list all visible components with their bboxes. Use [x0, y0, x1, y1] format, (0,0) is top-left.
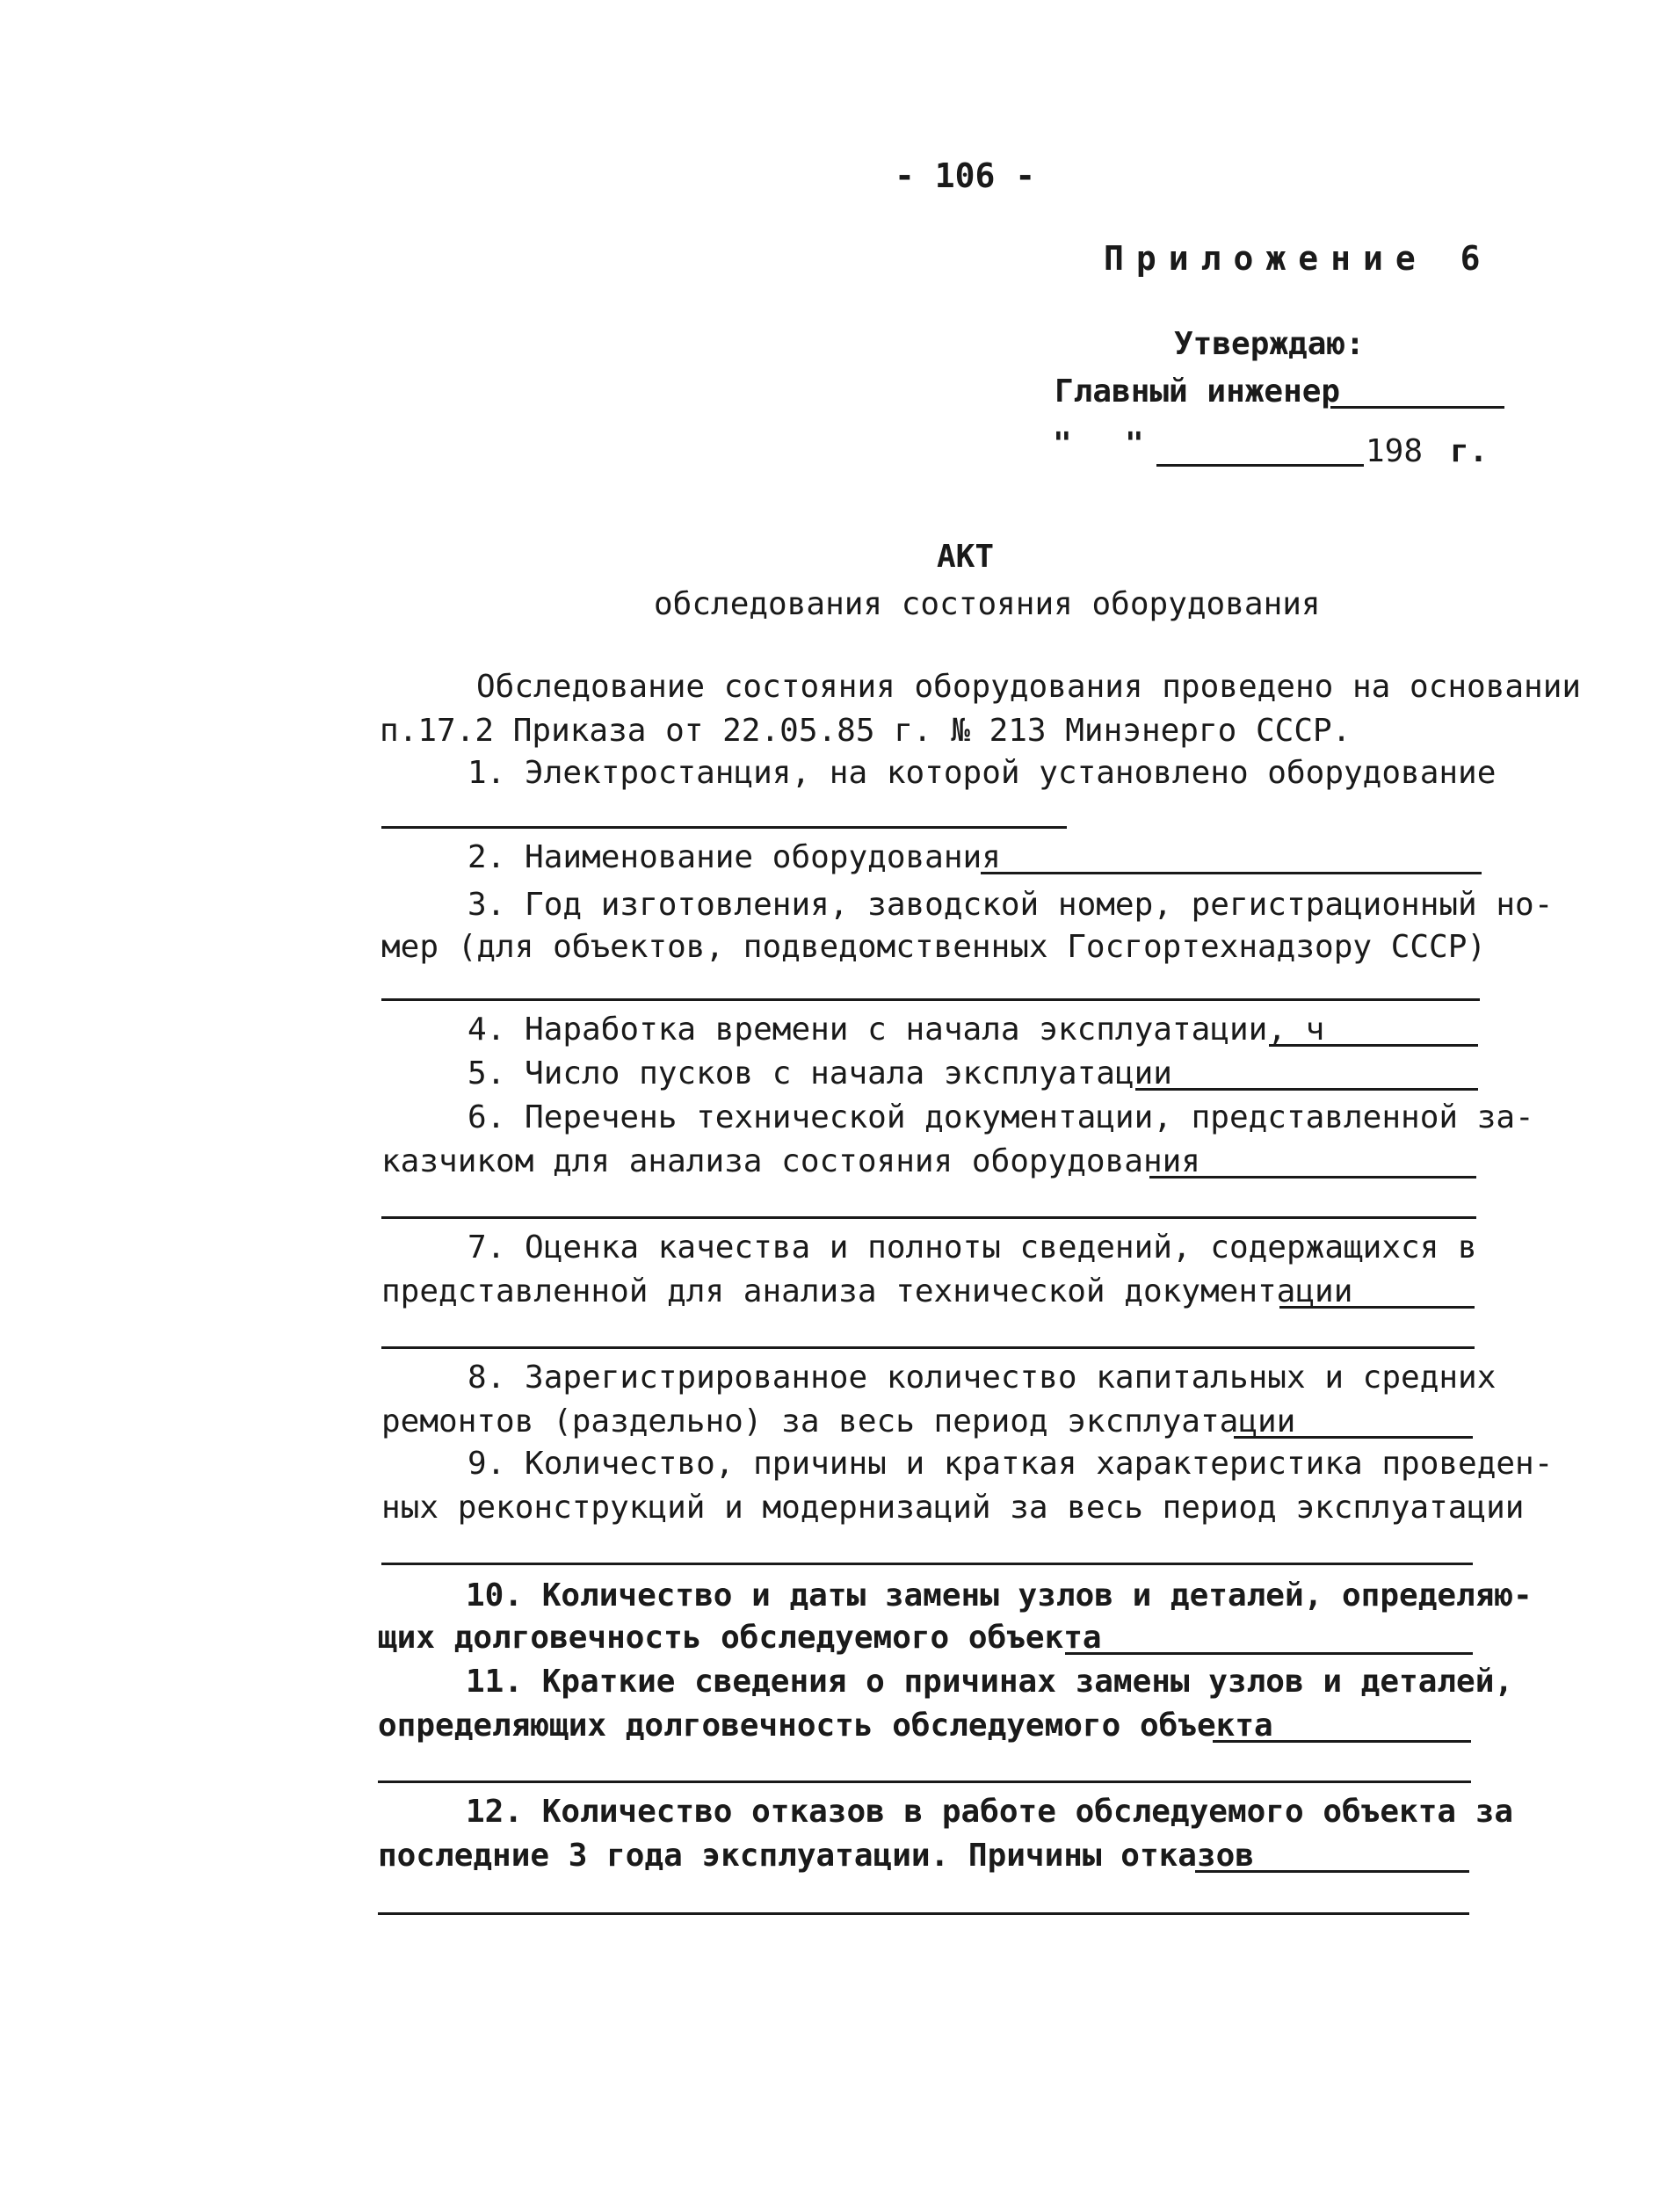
- item-11-line-1: 11. Краткие сведения о причинах замены узлов и деталей,: [466, 1664, 1514, 1700]
- approval-heading: Утверждаю:: [1174, 326, 1365, 362]
- item-12-line-2: последние 3 года эксплуатации. Причины отказов: [378, 1838, 1254, 1874]
- item-6-line-1: 6. Перечень технической документации, представленной за-: [467, 1099, 1534, 1135]
- item-11-line-2: определяющих долговечность обследуемого объекта: [378, 1708, 1273, 1744]
- appendix-label: Приложение 6: [1104, 239, 1493, 278]
- date-quote-open: ": [1053, 426, 1072, 462]
- item-8-line-2: ремонтов (раздельно) за весь период эксплуатации: [381, 1403, 1296, 1440]
- item-11-answer-line[interactable]: [378, 1780, 1471, 1783]
- item-4-answer-line[interactable]: [1269, 1044, 1478, 1047]
- item-9-answer-line[interactable]: [381, 1563, 1473, 1565]
- item-5: 5. Число пусков с начала эксплуатации: [467, 1055, 1172, 1091]
- year-suffix: г.: [1450, 433, 1489, 469]
- item-4: 4. Наработка времени с начала эксплуатации, ч: [467, 1012, 1325, 1048]
- document-title: АКТ: [937, 539, 995, 575]
- item-3-answer-line[interactable]: [381, 998, 1480, 1001]
- item-2-answer-line[interactable]: [981, 872, 1482, 874]
- year-prefix: 198: [1366, 433, 1424, 469]
- item-6-line-2: казчиком для анализа состояния оборудования: [381, 1143, 1200, 1179]
- item-1: 1. Электростанция, на которой установлено оборудование: [467, 755, 1497, 791]
- item-10-answer-line[interactable]: [1065, 1652, 1473, 1655]
- document-subtitle: обследования состояния оборудования: [654, 586, 1321, 622]
- item-7-line-2: представленной для анализа технической документации: [381, 1273, 1353, 1309]
- chief-engineer-signature-line[interactable]: [1330, 406, 1504, 409]
- item-1-answer-line[interactable]: [381, 826, 1067, 829]
- date-quote-close: ": [1125, 426, 1144, 462]
- item-9-line-1: 9. Количество, причины и краткая характеристика проведен-: [467, 1446, 1554, 1482]
- item-12-answer-line-inline[interactable]: [1195, 1870, 1469, 1873]
- item-11-answer-line-inline[interactable]: [1213, 1740, 1471, 1743]
- item-12-line-1: 12. Количество отказов в работе обследуемого объекта за: [466, 1794, 1514, 1830]
- item-8-line-1: 8. Зарегистрированное количество капитальных и средних: [467, 1360, 1497, 1396]
- item-8-answer-line[interactable]: [1234, 1436, 1473, 1439]
- item-5-answer-line[interactable]: [1135, 1088, 1478, 1091]
- item-6-answer-line[interactable]: [381, 1216, 1476, 1219]
- item-7-line-1: 7. Оценка качества и полноты сведений, содержащихся в: [467, 1229, 1477, 1266]
- item-9-line-2: ных реконструкций и модернизаций за весь период эксплуатации: [381, 1490, 1525, 1526]
- item-7-answer-line[interactable]: [381, 1346, 1475, 1349]
- item-10-line-2: щих долговечность обследуемого объекта: [378, 1620, 1102, 1656]
- item-3-line-2: мер (для объектов, подведомственных Госгортехнадзору СССР): [381, 929, 1487, 965]
- item-10-line-1: 10. Количество и даты замены узлов и деталей, определяю-: [466, 1577, 1533, 1614]
- item-3-line-1: 3. Год изготовления, заводской номер, регистрационный но-: [467, 887, 1554, 923]
- page-number: - 106 -: [895, 156, 1036, 195]
- date-line[interactable]: [1156, 464, 1364, 467]
- item-12-answer-line[interactable]: [378, 1912, 1469, 1915]
- intro-line-2: п.17.2 Приказа от 22.05.85 г. № 213 Минэнерго СССР.: [380, 713, 1352, 749]
- intro-line-1: Обследование состояния оборудования проведено на основании: [476, 669, 1582, 705]
- item-2: 2. Наименование оборудования: [467, 839, 1001, 875]
- item-7-answer-line-inline[interactable]: [1279, 1306, 1475, 1309]
- item-6-answer-line-inline[interactable]: [1149, 1176, 1476, 1179]
- chief-engineer-label: Главный инженер: [1055, 374, 1341, 410]
